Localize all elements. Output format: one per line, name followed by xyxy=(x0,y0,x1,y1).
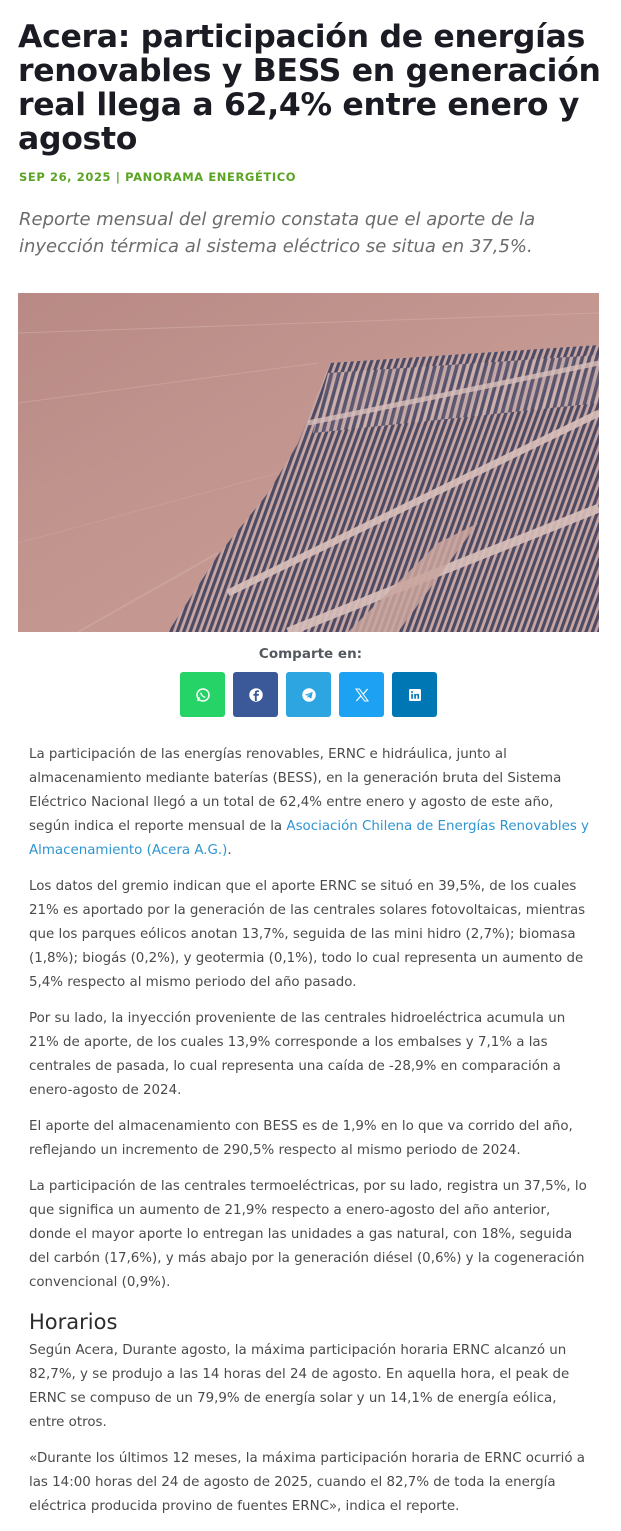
share-buttons xyxy=(180,672,437,717)
telegram-icon xyxy=(300,686,318,704)
facebook-share-button[interactable] xyxy=(233,672,278,717)
paragraph-5: La participación de las centrales termoeléctricas, por su lado, registra un 37,5%, lo que significa un aumento de 21,9% respecto a enero-agosto del año anterior, donde el mayor aporte lo entregan las unidades a gas natural, con 18%, seguida del carbón (17,6%), y más abajo por la generación diésel (0,6%) y la cogeneración convencional (0,9%). xyxy=(29,1179,587,1290)
solar-plant-aerial-image xyxy=(18,293,599,632)
paragraph-4: El aporte del almacenamiento con BESS es de 1,9% en lo que va corrido del año, reflejando un incremento de 290,5% respecto al mismo periodo de 2024. xyxy=(29,1119,573,1158)
section-heading-horarios: Horarios xyxy=(29,1310,118,1334)
article-title: Acera: participación de energías renovables y BESS en generación real llega a 62,4% entre enero y agosto xyxy=(18,19,601,157)
facebook-icon xyxy=(247,686,265,704)
paragraph-1 xyxy=(29,743,589,863)
share-label: Comparte en: xyxy=(258,646,363,662)
telegram-share-button[interactable] xyxy=(286,672,331,717)
whatsapp-share-button[interactable] xyxy=(180,672,225,717)
paragraph-1-text: La participación de las energías renovables, ERNC e hidráulica, junto al almacenamiento mediante baterías (BESS), en la generación bruta del Sistema Eléctrico Nacional llegó a un total de 62,4% entre enero y agosto de este año, según indica el reporte mensual de la xyxy=(29,747,562,834)
article-meta: SEP 26, 2025 | PANORAMA ENERGÉTICO xyxy=(19,170,297,184)
article-lead: Reporte mensual del gremio constata que el aporte de la inyección térmica al sistema eléctrico se situa en 37,5%. xyxy=(19,209,536,257)
paragraph-1-end: . xyxy=(227,843,232,858)
linkedin-icon xyxy=(406,686,424,704)
whatsapp-icon xyxy=(194,686,212,704)
paragraph-2: Los datos del gremio indican que el aporte ERNC se situó en 39,5%, de los cuales 21% es aportado por la generación de las centrales solares fotovoltaicas, mientras que los parques eólicos anotan 13,7%, seguida de las mini hidro (2,7%); biomasa (1,8%); biogás (0,2%), y geotermia (0,1%), todo lo cual representa un aumento de 5,4% respecto al mismo periodo del año pasado. xyxy=(29,879,586,990)
article-body xyxy=(29,743,589,1531)
hero-image xyxy=(18,293,599,632)
paragraph-7: «Durante los últimos 12 meses, la máxima participación horaria de ERNC ocurrió a las 14:00 horas del 24 de agosto de 2025, cuando el 82,7% de toda la energía eléctrica producida provino de fuentes ERNC», indica el reporte. xyxy=(29,1451,585,1514)
x-share-button[interactable] xyxy=(339,672,384,717)
x-icon xyxy=(353,686,371,704)
paragraph-6: Según Acera, Durante agosto, la máxima participación horaria ERNC alcanzó un 82,7%, y se produjo a las 14 horas del 24 de agosto. En aquella hora, el peak de ERNC se compuso de un 79,9% de energía solar y un 14,1% de energía eólica, entre otros. xyxy=(29,1343,570,1430)
paragraph-3: Por su lado, la inyección proveniente de las centrales hidroeléctrica acumula un 21% de aporte, de los cuales 13,9% corresponde a los embalses y 7,1% a las centrales de pasada, lo cual representa una caída de -28,9% en comparación a enero-agosto de 2024. xyxy=(29,1011,566,1098)
linkedin-share-button[interactable] xyxy=(392,672,437,717)
acera-link[interactable]: Asociación Chilena de Energías Renovables y Almacenamiento (Acera A.G.) xyxy=(29,819,589,858)
